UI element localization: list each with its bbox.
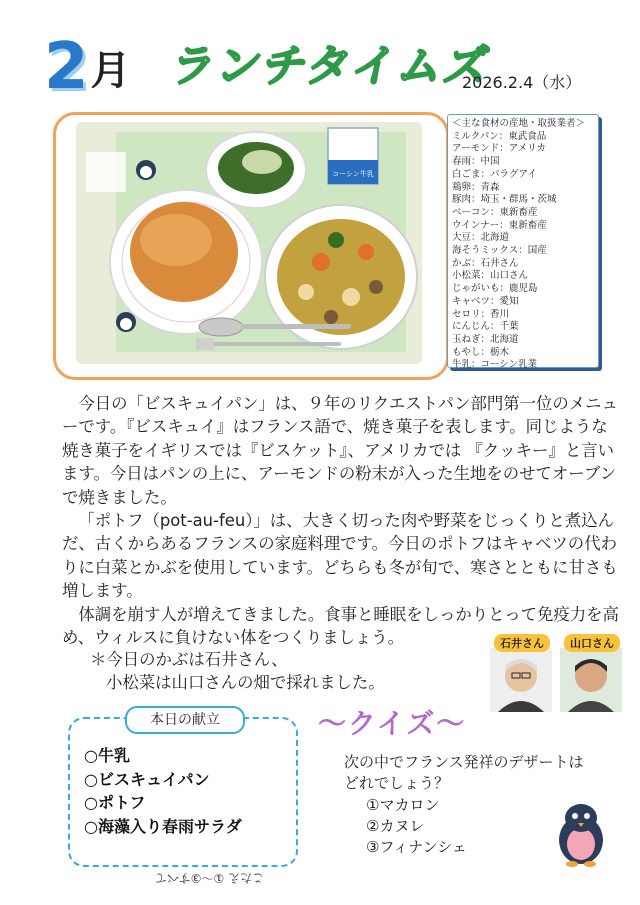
farmer-ishii-photo — [490, 636, 552, 712]
farm-note — [90, 648, 385, 695]
sources-heading: ＜主な食材の産地・取扱業者＞ — [452, 118, 586, 129]
quiz-answer-upside-down: こたえ ①～③すべて — [155, 871, 265, 885]
month-heading — [44, 30, 129, 104]
source-item: 玉ねぎ：北海道 — [452, 333, 519, 345]
source-item: ベーコン：東新畜産 — [452, 206, 538, 218]
source-item: セロリ：香川 — [452, 308, 510, 320]
source-item: キャベツ：愛知 — [452, 295, 519, 307]
source-item: 春雨：中国 — [452, 156, 500, 168]
month-char: 月 — [90, 48, 129, 94]
quiz-question-line2: どれでしょう？ — [344, 774, 450, 792]
quiz-question — [344, 752, 584, 794]
quiz-question-line1: 次の中でフランス発祥のデザートは — [344, 753, 584, 771]
source-item: にんじん：千葉 — [452, 321, 519, 333]
ingredient-sources-box — [447, 114, 599, 371]
menu-list — [84, 744, 242, 838]
issue-date: 2026.2.4（水） — [462, 73, 582, 92]
farmer-ishii-label: 石井さん — [494, 634, 550, 652]
menu-item: ○牛乳 — [84, 746, 130, 765]
farm-note-line1: ＊今日のかぶは石井さん、 — [90, 650, 288, 669]
month-number: 2 — [44, 30, 87, 104]
article-body — [62, 392, 624, 649]
newsletter-title: ランチタイムズ — [166, 41, 495, 92]
source-item: 白ごま：パラグアイ — [452, 168, 537, 180]
menu-title: 本日の献立 — [125, 706, 245, 734]
farmer-yamaguchi-label: 山口さん — [564, 634, 620, 652]
source-item: 小松菜：山口さん — [452, 270, 529, 282]
source-item: じゃがいも：鹿児島 — [452, 283, 538, 295]
farmer-yamaguchi-photo — [560, 636, 622, 712]
source-item: ミルクパン：東武食品 — [452, 130, 547, 142]
quiz-option: ③フィナンシェ — [366, 838, 467, 856]
penguin-mascot-icon — [552, 796, 610, 868]
source-item: 大豆：北海道 — [452, 232, 510, 244]
source-item: ウインナー：東新畜産 — [452, 219, 547, 231]
paragraph-pot-au-feu: 「ポトフ（pot-au-feu）」は、大きく切った肉や野菜をじっくりと煮込んだ、古くからあるフランスの家庭料理です。今日のポトフはキャベツの代わりに白菜とかぶを使用しています。どちらも冬が旬で、寒さとともに甘さも増します。 — [62, 511, 618, 601]
lunch-photo — [76, 122, 422, 364]
quiz-options — [366, 795, 467, 858]
source-item: アーモンド：アメリカ — [452, 143, 547, 155]
menu-item: ○ビスキュイパン — [84, 769, 210, 789]
quiz-option: ①マカロン — [366, 796, 440, 814]
source-item: もやし：栃木 — [452, 346, 510, 358]
source-item: 牛乳：コーシン乳業 — [452, 359, 538, 371]
milk-carton-label: コーシン牛乳 — [332, 170, 374, 178]
menu-item: ○海藻入り春雨サラダ — [84, 816, 242, 836]
farm-note-line2: 小松菜は山口さんの畑で採れました。 — [106, 673, 385, 693]
menu-item: ○ポトフ — [84, 793, 146, 812]
source-item: かぶ：石井さん — [452, 257, 519, 269]
source-item: 豚肉：埼玉・群馬・茨城 — [452, 194, 557, 206]
source-item: 海そうミックス：国産 — [452, 245, 547, 257]
quiz-title: ～クイズ～ — [318, 707, 467, 740]
paragraph-biscuit-bread: 今日の「ビスキュイパン」は、９年のリクエストパン部門第一位のメニューです。『ビスキュイ』はフランス語で、焼き菓子を表します。同じような焼き菓子をイギリスでは『ビスケット』、アメリカでは 『クッキー』と言います。今日はパンの上に、アーモンドの粉末が入った生地をのせてオーブンで焼きました。 — [62, 394, 618, 507]
paragraph-health: 体調を崩す人が増えてきました。食事と睡眠をしっかりとって免疫力を高め、ウィルスに負けない体をつくりましょう。 — [62, 604, 619, 648]
source-item: 鶏卵：青森 — [452, 181, 500, 193]
quiz-option: ②カヌレ — [366, 817, 425, 835]
